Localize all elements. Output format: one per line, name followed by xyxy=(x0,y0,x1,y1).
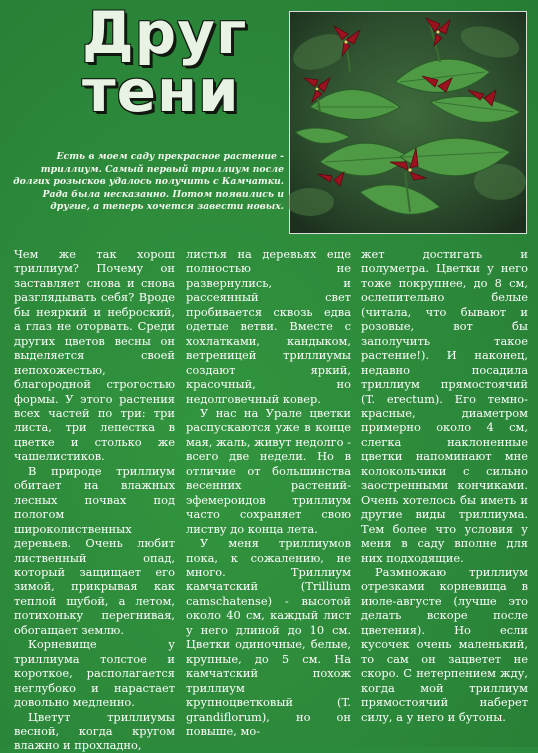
trillium-flower-photo-icon xyxy=(290,12,526,233)
paragraph: В природе триллиум обитает на влажных лесных почвах под пологом широколиственных деревьев. Очень любит лиственный опад, который защищает его зимой, прикрывая как теплой шубой, а летом, потихоньку перегнивая, обогащает землю. xyxy=(14,463,175,637)
trillium-photo xyxy=(289,11,527,234)
text-column-1 xyxy=(14,247,175,753)
paragraph: У нас на Урале цветки распускаются уже в конце мая, жаль, живут недолго - всего две недели. Но в отличие от большинства весенних растений-эфемероидов триллиум часто сохраняет свою листву до конца лета. xyxy=(186,405,351,536)
article-title xyxy=(82,0,292,125)
title-line-2: тени xyxy=(82,57,240,125)
text-column-2 xyxy=(186,247,351,743)
paragraph: Корневище у триллиума толстое и короткое, располагается неглубоко и нарастает довольно медленно. xyxy=(14,637,175,710)
text-column-3 xyxy=(361,247,528,743)
title-line-1: Друг xyxy=(82,0,248,67)
paragraph: Размножаю триллиум отрезками корневища в июле-августе (лучше это делать вскоре после цветения). Но если кусочек очень маленький, то сам он зацветет не скоро. С нетерпением жду, когда мой триллиум прямостоячий наберет силу, а у него и бутоны. xyxy=(361,564,528,724)
paragraph: Чем же так хорош триллиум? Почему он заставляет снова и снова разглядывать себя? Вроде бы неяркий и неброский, а глаз не оторвать. Среди других цветов весны он выделяется своей непохожестью, благородной строгостью формы. У этого растения всех частей по три: три листа, три лепестка в цветке и столько же чашелистиков. xyxy=(14,247,175,464)
intro-paragraph: Есть в моем саду прекрасное растение - триллиум. Самый первый триллиум после долгих розысков удалось получить с Камчатки. Рада была несказанно. Потом появились и другие, а теперь хочется завести новых. xyxy=(13,151,284,213)
paragraph: Цветут триллиумы весной, когда кругом влажно и прохладно, xyxy=(14,709,175,753)
paragraph: У меня триллиумов пока, к сожалению, не много. Триллиум камчатский (Trillium camschatense) - высотой около 40 см, каждый лист у него длиной до 10 см. Цветки одиночные, белые, крупные, до 5 см. На камчатский похож триллиум крупноцветковый (T. grandiflorum), но он повыше, мо- xyxy=(186,536,351,738)
paragraph: листья на деревьях еще полностью не развернулись, и рассеянный свет пробивается сквозь едва одетые ветви. Вместе с хохлатками, кандыком, ветреницей триллиумы создают яркий, красочный, но недолговечный ковер. xyxy=(186,247,351,406)
paragraph: жет достигать и полуметра. Цветки у него тоже покрупнее, до 8 см, ослепительно белые (читала, что бывают и розовые, вот бы заполучить такое растение!). И наконец, недавно посадила триллиум прямостоячий (T. erectum). Его темно-красные, диаметром примерно около 4 см, слегка наклоненные цветки напоминают мне колокольчики с сильно заостренными кончиками. Очень хотелось бы иметь и другие виды триллиума. Тем более что условия у меня в саду вполне для них подходящие. xyxy=(361,247,528,565)
